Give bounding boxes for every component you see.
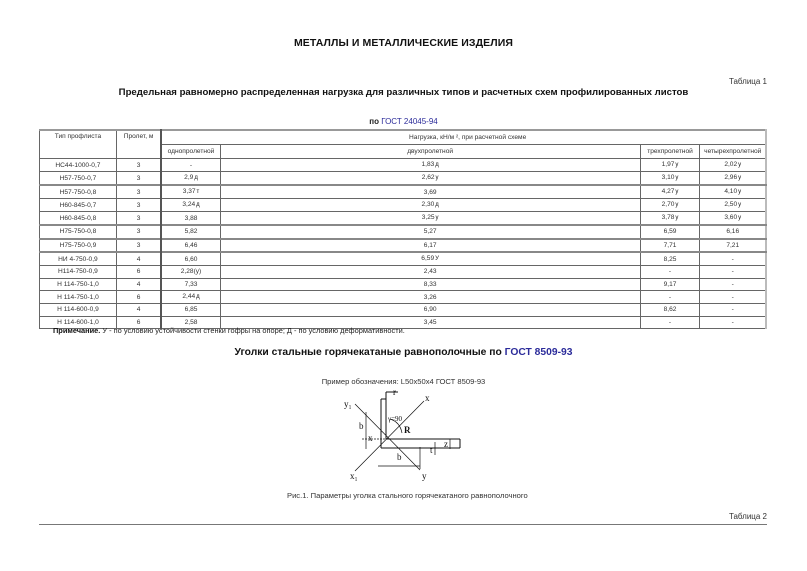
cell-value: 4,27	[661, 188, 675, 195]
label-R: R	[404, 425, 411, 435]
cell-span	[116, 239, 161, 253]
document-title: МЕТАЛЛЫ И МЕТАЛЛИЧЕСКИЕ ИЗДЕЛИЯ	[293, 37, 514, 49]
cell-four-span	[700, 316, 766, 329]
cell-value: 3,60	[724, 214, 738, 221]
cell-two-span	[220, 159, 640, 172]
cell-three-span	[640, 278, 700, 291]
angle-profile-diagram	[330, 387, 480, 487]
cell-type	[40, 185, 117, 199]
angles-title-text: Уголки стальные горячекатаные равнополочные по	[234, 347, 502, 358]
cell-two-span	[220, 291, 640, 304]
cell-three-span	[640, 172, 700, 186]
cell-value: -	[731, 268, 734, 276]
cell-value: 2,70	[661, 201, 675, 208]
condition-mark: д	[196, 202, 200, 208]
cell-span	[116, 212, 161, 226]
cell-value: 3,10	[661, 174, 675, 181]
condition-mark: у	[435, 215, 439, 221]
table1-title: Предельная равномерно распределенная нагрузка для различных типов и расчетных схем профилированных листов	[118, 87, 689, 98]
note-label: Примечание.	[53, 326, 101, 335]
cell-three-span	[640, 185, 700, 199]
cell-two-span	[220, 225, 640, 239]
table-row	[40, 252, 767, 266]
cell-four-span	[700, 304, 766, 317]
table-row	[40, 199, 767, 212]
cell-type	[40, 278, 117, 291]
cell-value: 4	[136, 255, 141, 263]
table-row	[40, 159, 767, 172]
table-row	[40, 225, 767, 239]
cell-value: 8,25	[663, 255, 677, 263]
cell-value: 4,10	[724, 188, 738, 195]
cell-value: -	[731, 306, 734, 314]
cell-type	[40, 225, 117, 239]
cell-value: 2,44	[182, 293, 196, 300]
gost-prefix: по	[369, 117, 379, 126]
cell-value: 6,59	[421, 255, 435, 262]
cell-four-span	[700, 172, 766, 186]
cell-one-span	[161, 172, 220, 186]
cell-value: 2,62	[421, 174, 435, 181]
cell-value: 2,28(у)	[180, 268, 202, 276]
cell-one-span	[161, 278, 220, 291]
cell-value: 9,17	[663, 280, 677, 288]
label-t: t	[430, 445, 433, 455]
cell-value: -	[731, 280, 734, 288]
cell-type	[40, 159, 117, 172]
condition-mark: у	[675, 189, 679, 195]
label-angle: γ=90	[388, 415, 403, 423]
cell-value: Н75-750-0,8	[59, 228, 97, 236]
condition-mark: у	[738, 215, 742, 221]
cell-value: 6,60	[184, 255, 198, 263]
condition-mark: д	[196, 294, 200, 300]
cell-value: 3,88	[184, 214, 198, 222]
header-span: Пролет, м	[116, 130, 161, 159]
cell-value: 3,69	[423, 188, 437, 196]
cell-value: 3	[136, 161, 141, 169]
cell-value: 2,96	[724, 174, 738, 181]
gost-reference	[0, 117, 807, 126]
cell-two-span	[220, 212, 640, 226]
cell-value: 7,33	[184, 280, 198, 288]
cell-value: 7,21	[726, 241, 740, 249]
cell-four-span	[700, 225, 766, 239]
designation-example: Пример обозначения: L50x50x4 ГОСТ 8509-93	[321, 377, 486, 386]
cell-value: 3	[136, 228, 141, 236]
cell-span	[116, 266, 161, 279]
cell-value: 3	[136, 214, 141, 222]
cell-value: 2,9	[184, 174, 194, 181]
cell-three-span	[640, 316, 700, 329]
note-text: У - по условию устойчивости стенки гофры на опоре; Д - по условию деформативности.	[100, 326, 405, 335]
condition-mark: д	[435, 202, 439, 208]
cell-value: -	[668, 293, 672, 301]
table-row	[40, 278, 767, 291]
cell-value: 4	[136, 306, 141, 314]
table-row	[40, 291, 767, 304]
cell-value: 6	[136, 293, 141, 301]
label-b-bottom: b	[397, 452, 402, 462]
cell-value: Н 114-600-0,9	[57, 306, 99, 314]
cell-type	[40, 239, 117, 253]
cell-value: 5,82	[184, 228, 198, 236]
gost-8509-link[interactable]: ГОСТ 8509-93	[504, 347, 573, 358]
cell-type	[40, 212, 117, 226]
header-three-span: трехпролетной	[640, 145, 700, 159]
cell-four-span	[700, 185, 766, 199]
cell-value: 1,83	[421, 161, 435, 168]
cell-four-span	[700, 239, 766, 253]
label-y1: y₁	[344, 399, 352, 409]
cell-value: Н60-845-0,7	[59, 201, 97, 209]
label-x-top: x	[425, 393, 430, 403]
label-x-left: x	[368, 433, 373, 443]
cell-value: 3,24	[182, 201, 196, 208]
cell-type	[40, 252, 117, 266]
condition-mark: у	[675, 162, 679, 168]
cell-value: 8,62	[663, 306, 677, 314]
condition-mark: у	[435, 175, 439, 181]
cell-value: -	[731, 318, 734, 326]
header-four-span: четырехпролетной	[700, 145, 766, 159]
cell-value: НС44-1000-0,7	[55, 161, 101, 169]
cell-span	[116, 252, 161, 266]
cell-one-span	[161, 225, 220, 239]
cell-value: 7,71	[663, 241, 677, 249]
label-y-bottom: y	[422, 471, 427, 481]
condition-mark: у	[675, 175, 679, 181]
condition-mark: у	[738, 162, 742, 168]
cell-type	[40, 304, 117, 317]
cell-three-span	[640, 304, 700, 317]
cell-three-span	[640, 291, 700, 304]
cell-value: Н 114-750-1,0	[57, 293, 99, 301]
cell-four-span	[700, 212, 766, 226]
cell-value: Н 114-750-1,0	[57, 280, 99, 288]
cell-one-span	[161, 212, 220, 226]
cell-type	[40, 199, 117, 212]
cell-value: Н57-750-0,7	[59, 174, 97, 182]
cell-value: Н114-750-0,9	[58, 268, 98, 276]
cell-span	[116, 172, 161, 186]
cell-span	[116, 159, 161, 172]
condition-mark: у	[675, 202, 679, 208]
cell-four-span	[700, 199, 766, 212]
cell-value: 2,50	[724, 201, 738, 208]
cell-value: НИ 4-750-0,9	[58, 255, 98, 263]
cell-two-span	[220, 172, 640, 186]
cell-value: 6,16	[726, 228, 740, 236]
label-r: r	[393, 387, 396, 397]
cell-value: 2,43	[423, 268, 437, 276]
label-b-left: b	[359, 421, 364, 431]
table-row	[40, 172, 767, 186]
table-row	[40, 304, 767, 317]
cell-value: -	[731, 293, 734, 301]
table-row	[40, 239, 767, 253]
cell-value: Н57-750-0,8	[59, 188, 97, 196]
cell-one-span	[161, 239, 220, 253]
cell-value: 6,90	[423, 306, 437, 314]
cell-one-span	[161, 291, 220, 304]
cell-span	[116, 199, 161, 212]
cell-value: 3,37	[182, 188, 196, 195]
cell-value: 6	[136, 268, 141, 276]
cell-span	[116, 278, 161, 291]
cell-two-span	[220, 252, 640, 266]
cell-value: 2,30	[421, 201, 435, 208]
condition-mark: т	[196, 189, 200, 195]
angles-title	[0, 347, 807, 358]
cell-one-span	[161, 159, 220, 172]
cell-four-span	[700, 278, 766, 291]
cell-value: 3	[136, 174, 141, 182]
label-z: z	[444, 439, 448, 449]
cell-two-span	[220, 239, 640, 253]
condition-mark: у	[675, 215, 679, 221]
cell-two-span	[220, 304, 640, 317]
cell-value: -	[189, 161, 193, 169]
cell-two-span	[220, 266, 640, 279]
cell-value: 6,46	[184, 241, 198, 249]
cell-four-span	[700, 266, 766, 279]
figure-caption: Рис.1. Параметры уголка стального горячекатаного равнополочного	[287, 491, 528, 500]
cell-value: 3,78	[661, 214, 675, 221]
table1-label: Таблица 1	[728, 77, 767, 86]
cell-value: Н75-750-0,9	[59, 241, 97, 249]
cell-value: 2,02	[724, 161, 738, 168]
table-row	[40, 266, 767, 279]
header-load-group: Нагрузка, кН/м ², при расчетной схеме	[161, 130, 766, 145]
cell-one-span	[161, 252, 220, 266]
cell-value: 8,33	[423, 280, 437, 288]
cell-type	[40, 266, 117, 279]
table-row	[40, 185, 767, 199]
cell-two-span	[220, 199, 640, 212]
header-one-span: однопролетной	[161, 145, 220, 159]
table2-label: Таблица 2	[728, 512, 767, 521]
cell-value: 5,27	[423, 228, 437, 236]
cell-value: 3	[136, 201, 141, 209]
gost-24045-link[interactable]: ГОСТ 24045-94	[381, 117, 438, 126]
cell-four-span	[700, 291, 766, 304]
cell-one-span	[161, 304, 220, 317]
condition-mark: у	[738, 175, 742, 181]
condition-mark: д	[435, 162, 439, 168]
cell-type	[40, 172, 117, 186]
cell-value: 3	[136, 188, 141, 196]
cell-span	[116, 225, 161, 239]
cell-value: -	[731, 255, 734, 263]
cell-span	[116, 291, 161, 304]
cell-value: 6,59	[663, 228, 677, 236]
cell-value: Н60-845-0,8	[59, 214, 97, 222]
cell-three-span	[640, 266, 700, 279]
cell-three-span	[640, 225, 700, 239]
cell-span	[116, 185, 161, 199]
cell-three-span	[640, 159, 700, 172]
cell-one-span	[161, 266, 220, 279]
cell-value: 6,17	[423, 241, 437, 249]
condition-mark: д	[194, 175, 198, 181]
cell-span	[116, 304, 161, 317]
table-row	[40, 212, 767, 226]
cell-value: -	[668, 268, 672, 276]
condition-mark: у	[738, 202, 742, 208]
label-x1: x₁	[350, 471, 358, 481]
header-type: Тип профлиста	[40, 130, 117, 159]
condition-mark: у	[738, 189, 742, 195]
cell-four-span	[700, 159, 766, 172]
cell-one-span	[161, 185, 220, 199]
cell-two-span	[220, 185, 640, 199]
cell-three-span	[640, 239, 700, 253]
cell-value: 3,26	[423, 293, 437, 301]
cell-type	[40, 291, 117, 304]
cell-value: -	[668, 318, 672, 326]
cell-one-span	[161, 199, 220, 212]
note	[53, 326, 405, 335]
cell-value: 3,25	[421, 214, 435, 221]
cell-three-span	[640, 199, 700, 212]
load-table	[39, 129, 767, 329]
cell-value: 1,97	[661, 161, 675, 168]
cell-value: 4	[136, 280, 141, 288]
header-two-span: двухпролетной	[220, 145, 640, 159]
cell-value: 6,85	[184, 306, 198, 314]
cell-value: Н 114-600-1,0	[57, 318, 99, 326]
cell-four-span	[700, 252, 766, 266]
cell-value: 6	[136, 318, 141, 326]
divider	[39, 524, 767, 525]
cell-value: 2,58	[184, 318, 198, 326]
condition-mark: У	[435, 256, 439, 262]
cell-three-span	[640, 252, 700, 266]
cell-two-span	[220, 278, 640, 291]
cell-three-span	[640, 212, 700, 226]
cell-value: 3	[136, 241, 141, 249]
cell-value: 3,45	[423, 318, 437, 326]
